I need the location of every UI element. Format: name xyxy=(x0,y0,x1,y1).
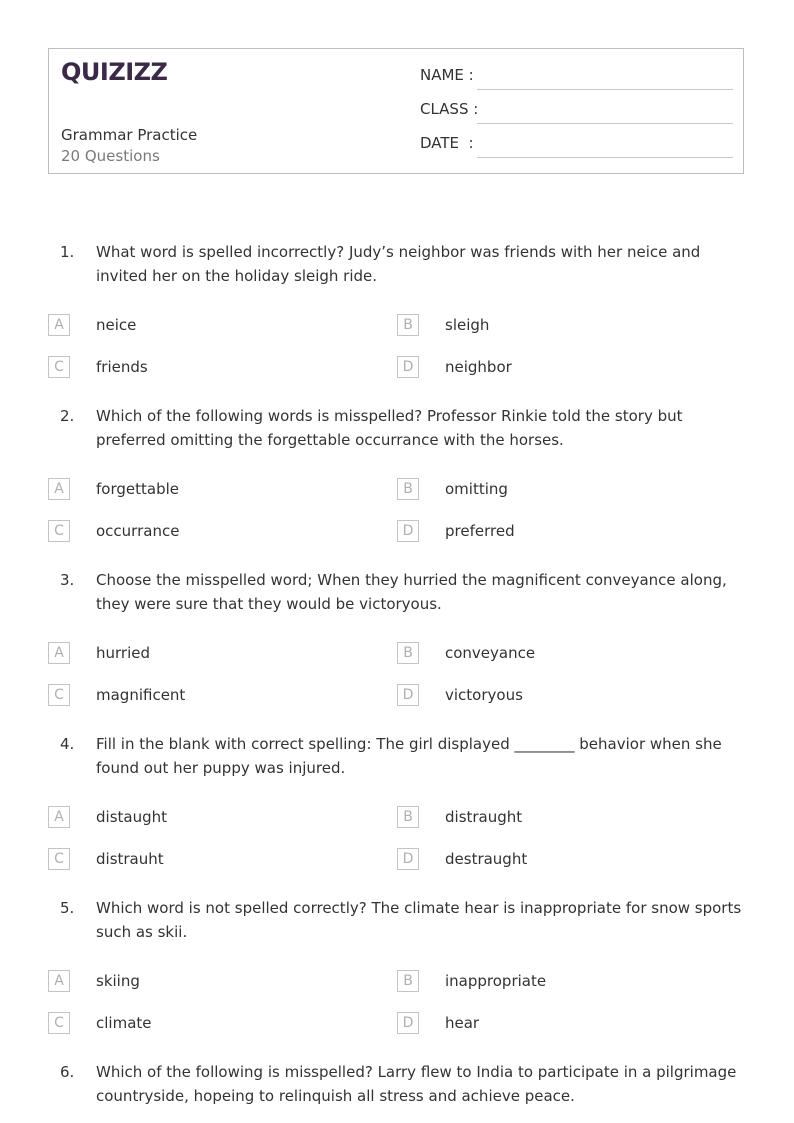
quizizz-logo: QUIZIZZ xyxy=(61,58,168,86)
question-text: Choose the misspelled word; When they hurried the magnificent conveyance along, they were sure that they would be victoryous. xyxy=(96,571,727,613)
option-letter: C xyxy=(48,356,70,378)
option-text: forgettable xyxy=(96,480,179,498)
name-label: NAME : xyxy=(420,66,474,84)
question-text: Which of the following is misspelled? Larry flew to India to participate in a pilgrimage countryside, hopeing to relinquish all stress and achieve peace. xyxy=(96,1063,737,1105)
option-text: neice xyxy=(96,316,137,334)
question-number: 5. xyxy=(60,899,75,917)
date-label: DATE : xyxy=(420,134,474,152)
option-letter: C xyxy=(48,684,70,706)
option-letter: B xyxy=(397,970,419,992)
question-text: What word is spelled incorrectly? Judy’s neighbor was friends with her neice and invited her on the holiday sleigh ride. xyxy=(96,243,701,285)
option-letter: A xyxy=(48,478,70,500)
date-line xyxy=(477,157,733,158)
option-text: climate xyxy=(96,1014,152,1032)
option-letter: B xyxy=(397,478,419,500)
option-text: neighbor xyxy=(445,358,512,376)
option-text: skiing xyxy=(96,972,140,990)
question-number: 6. xyxy=(60,1063,75,1081)
option-letter: C xyxy=(48,1012,70,1034)
option-text: distaught xyxy=(96,808,167,826)
option-text: sleigh xyxy=(445,316,490,334)
worksheet-header xyxy=(48,48,744,174)
option-letter: D xyxy=(397,848,419,870)
question-text: Fill in the blank with correct spelling: The girl displayed ________ behavior when she found out her puppy was injured. xyxy=(96,735,722,777)
question-number: 3. xyxy=(60,571,75,589)
question-number: 4. xyxy=(60,735,75,753)
option-text: preferred xyxy=(445,522,515,540)
option-text: destraught xyxy=(445,850,528,868)
option-letter: A xyxy=(48,642,70,664)
option-letter: B xyxy=(397,806,419,828)
name-field[interactable] xyxy=(420,66,733,90)
question-number: 2. xyxy=(60,407,75,425)
question-number: 1. xyxy=(60,243,75,261)
option-letter: A xyxy=(48,970,70,992)
question-count: 20 Questions xyxy=(61,147,160,165)
class-field[interactable] xyxy=(420,100,733,124)
option-letter: A xyxy=(48,314,70,336)
option-text: hear xyxy=(445,1014,480,1032)
option-text: omitting xyxy=(445,480,508,498)
option-text: distrauht xyxy=(96,850,164,868)
option-letter: D xyxy=(397,684,419,706)
option-text: conveyance xyxy=(445,644,536,662)
option-letter: D xyxy=(397,520,419,542)
option-text: distraught xyxy=(445,808,523,826)
option-letter: C xyxy=(48,848,70,870)
option-letter: C xyxy=(48,520,70,542)
option-letter: D xyxy=(397,356,419,378)
option-text: occurrance xyxy=(96,522,180,540)
date-field[interactable] xyxy=(420,134,733,158)
option-letter: D xyxy=(397,1012,419,1034)
question-text: Which of the following words is misspelled? Professor Rinkie told the story but preferred omitting the forgettable occurrance with the horses. xyxy=(96,407,683,449)
option-text: hurried xyxy=(96,644,151,662)
option-text: friends xyxy=(96,358,148,376)
name-line xyxy=(477,89,733,90)
question-text: Which word is not spelled correctly? The climate hear is inappropriate for snow sports such as skii. xyxy=(96,899,742,941)
option-letter: A xyxy=(48,806,70,828)
worksheet-title: Grammar Practice xyxy=(61,126,198,144)
option-letter: B xyxy=(397,642,419,664)
class-line xyxy=(477,123,733,124)
option-letter: B xyxy=(397,314,419,336)
class-label: CLASS : xyxy=(420,100,479,118)
option-text: magnificent xyxy=(96,686,186,704)
option-text: inappropriate xyxy=(445,972,547,990)
option-text: victoryous xyxy=(445,686,523,704)
